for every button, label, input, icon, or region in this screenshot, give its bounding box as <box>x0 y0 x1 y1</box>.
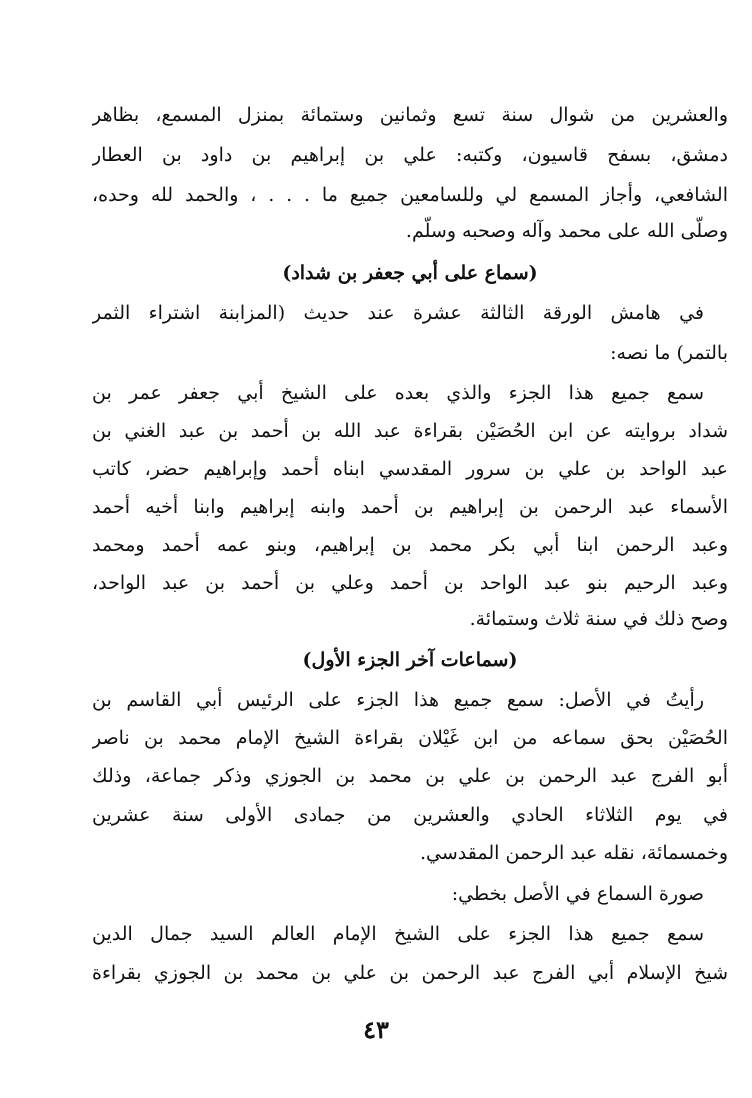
text-line: سمع جميع هذا الجزء والذي بعده على الشيخ أبي جعفر عمر بن <box>92 382 704 404</box>
text-line: في هامش الورقة الثالثة عشرة عند حديث (المزابنة اشتراء الثمر <box>92 302 704 324</box>
text-line: أبو الفرج عبد الرحمن بن علي بن محمد بن الجوزي وذكر جماعة، وذلك <box>92 765 728 787</box>
text-line-last: وصح ذلك في سنة ثلاث وستمائة. <box>469 608 728 630</box>
text-line-last: صورة السماع في الأصل بخطي: <box>451 883 704 905</box>
text-line: في يوم الثلاثاء الحادي والعشرين من جمادى الأولى سنة عشرين <box>92 804 728 826</box>
text-line: الشافعي، وأجاز المسمع لي وللسامعين جميع ما . . . ، والحمد لله وحده، <box>92 184 728 206</box>
text-line-last: وصلّى الله على محمد وآله وصحبه وسلّم. <box>405 220 728 242</box>
text-line: دمشق، بسفح قاسيون، وكتبه: علي بن إبراهيم بن داود بن العطار <box>92 144 728 166</box>
text-line: الحُصَيْن بحق سماعه من ابن غَيْلان بقراءة الشيخ الإمام محمد بن ناصر <box>92 727 728 749</box>
text-line: وعبد الرحيم بنو عبد الواحد بن أحمد وعلي بن أحمد بن عبد الواحد، <box>92 572 728 594</box>
section-heading: (سماع على أبي جعفر بن شداد) <box>282 262 538 284</box>
text-line-last: بالتمر) ما نصه: <box>610 342 728 364</box>
section-heading: (سماعات آخر الجزء الأول) <box>302 649 518 671</box>
text-line: الأسماء عبد الرحمن بن إبراهيم بن أحمد وابنه إبراهيم وابنا أخيه أحمد <box>92 496 728 518</box>
text-line: سمع جميع هذا الجزء على الشيخ الإمام العالم السيد جمال الدين <box>92 923 704 945</box>
text-line: عبد الواحد بن علي بن سرور المقدسي ابناه أحمد وإبراهيم حضر، كاتب <box>92 458 728 480</box>
text-line: والعشرين من شوال سنة تسع وثمانين وستمائة بمنزل المسمع، بظاهر <box>92 104 728 126</box>
text-line: شيخ الإسلام أبي الفرج عبد الرحمن بن علي بن محمد بن الجوزي بقراءة <box>92 962 728 984</box>
page-number: ٤٣ <box>363 1015 389 1044</box>
text-line: شداد بروايته عن ابن الحُصَيْن بقراءة عبد الله بن أحمد بن عبد الغني بن <box>92 420 728 442</box>
text-line: رأيتُ في الأصل: سمع جميع هذا الجزء على الرئيس أبي القاسم بن <box>92 689 704 711</box>
text-line-last: وخمسمائة، نقله عبد الرحمن المقدسي. <box>420 842 728 864</box>
text-line: وعبد الرحمن ابنا أبي بكر محمد بن إبراهيم، وبنو عمه أحمد ومحمد <box>92 534 728 556</box>
